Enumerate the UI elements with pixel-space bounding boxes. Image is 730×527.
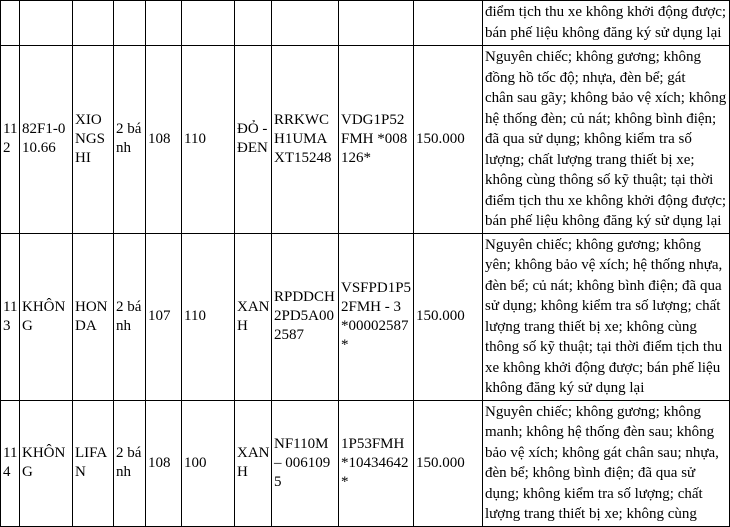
color-cell: ĐỎ - ĐEN (235, 46, 272, 234)
description-line: đồng hồ tốc độ; nhựa, đèn bể; gát (485, 69, 686, 86)
frame-no-cell (272, 1, 339, 46)
cc-cell: 108 (146, 400, 182, 526)
engine-no-cell (339, 1, 414, 46)
description-line: bán phế liệu không đăng ký sử dụng lại (485, 24, 722, 41)
description-cell (483, 400, 730, 526)
brand-cell: XIONGSHI (73, 46, 114, 234)
plate-cell: KHÔNG (20, 233, 73, 400)
description-line: Nguyên chiếc; không gương; không (485, 403, 702, 420)
weight-cell: 100 (182, 400, 235, 526)
stt-cell: 113 (1, 233, 20, 400)
stt-cell: 112 (1, 46, 20, 234)
engine-no-cell: VDG1P52FMH *008126* (339, 46, 414, 234)
type-cell: 2 bánh (114, 400, 146, 526)
description-line: chân sau gãy; không bảo vệ xích; không (485, 90, 727, 106)
description-line: hệ thống đèn; củ nát; không bình điện; (485, 110, 717, 127)
price-cell: 150.000 (414, 233, 483, 400)
brand-cell: HONDA (73, 233, 114, 400)
type-cell (114, 1, 146, 46)
table-row (1, 46, 730, 234)
description-line: không cùng thông số kỹ thuật; tại thời (485, 172, 714, 188)
description-line: đã qua sử dụng; không kiểm tra số (485, 131, 692, 147)
brand-cell (73, 1, 114, 46)
description-line: không đăng ký sử dụng lại (485, 380, 645, 396)
plate-cell (20, 1, 73, 46)
price-cell (414, 1, 483, 46)
description-cell (483, 233, 730, 400)
description-line: Nguyên chiếc; không gương; không (485, 49, 702, 65)
description-line: yên; không bảo vệ xích; hệ thống nhựa, (485, 257, 723, 273)
description-line: đèn bể; không bình điện; đã qua sử (485, 465, 696, 481)
description-line: lượng trang thiết bị xe; không cùng (485, 506, 697, 522)
description-line: điểm tịch thu xe không khởi động được; (485, 192, 727, 209)
stt-cell: 114 (1, 400, 20, 526)
cc-cell (146, 1, 182, 46)
type-cell: 2 bánh (114, 233, 146, 400)
weight-cell (182, 1, 235, 46)
engine-no-cell: 1P53FMH *10434642* (339, 400, 414, 526)
frame-no-cell: RPDDCH2PD5A002587 (272, 233, 339, 400)
description-cell (483, 1, 730, 46)
table-row (1, 400, 730, 526)
description-cell (483, 46, 730, 234)
description-line: xe không khởi động được; bán phế liệu (485, 359, 721, 376)
description-line: thông số kỹ thuật; tại thời điểm tịch thu (485, 339, 723, 355)
description-line: lượng trang thiết bị xe; không cùng (485, 318, 697, 335)
description-line: bán phế liệu không đăng ký sử dụng lại (485, 213, 722, 229)
frame-no-cell: NF110M – 0061095 (272, 400, 339, 526)
weight-cell: 110 (182, 233, 235, 400)
cc-cell: 107 (146, 233, 182, 400)
plate-cell: KHÔNG (20, 400, 73, 526)
table-row (1, 233, 730, 400)
description-line: Nguyên chiếc; không gương; không (485, 236, 702, 253)
stt-cell (1, 1, 20, 46)
color-cell (235, 1, 272, 46)
description-line: manh; không hệ thống đèn sau; không (485, 424, 715, 440)
table-row (1, 1, 730, 46)
description-line: dụng; không kiểm tra số lượng; chất (485, 485, 703, 502)
type-cell: 2 bánh (114, 46, 146, 234)
cc-cell: 108 (146, 46, 182, 234)
price-cell: 150.000 (414, 400, 483, 526)
description-line: sử dụng; không kiểm tra số lượng; chất (485, 298, 721, 314)
color-cell: XANH (235, 400, 272, 526)
color-cell: XANH (235, 233, 272, 400)
description-line: điểm tịch thu xe không khởi động được; (485, 4, 727, 20)
description-line: đèn bể; củ nát; không bình điện; đã qua (485, 277, 722, 294)
engine-no-cell: VSFPD1P52FMH - 3 *00002587* (339, 233, 414, 400)
weight-cell: 110 (182, 46, 235, 234)
description-line: bảo vệ xích; không gát chân sau; nhựa, (485, 444, 719, 461)
description-line: lượng; chất lượng trang thiết bị xe; (485, 151, 695, 168)
frame-no-cell: RRKWCH1UMAXT15248 (272, 46, 339, 234)
price-cell: 150.000 (414, 46, 483, 234)
plate-cell: 82F1-010.66 (20, 46, 73, 234)
brand-cell: LIFAN (73, 400, 114, 526)
